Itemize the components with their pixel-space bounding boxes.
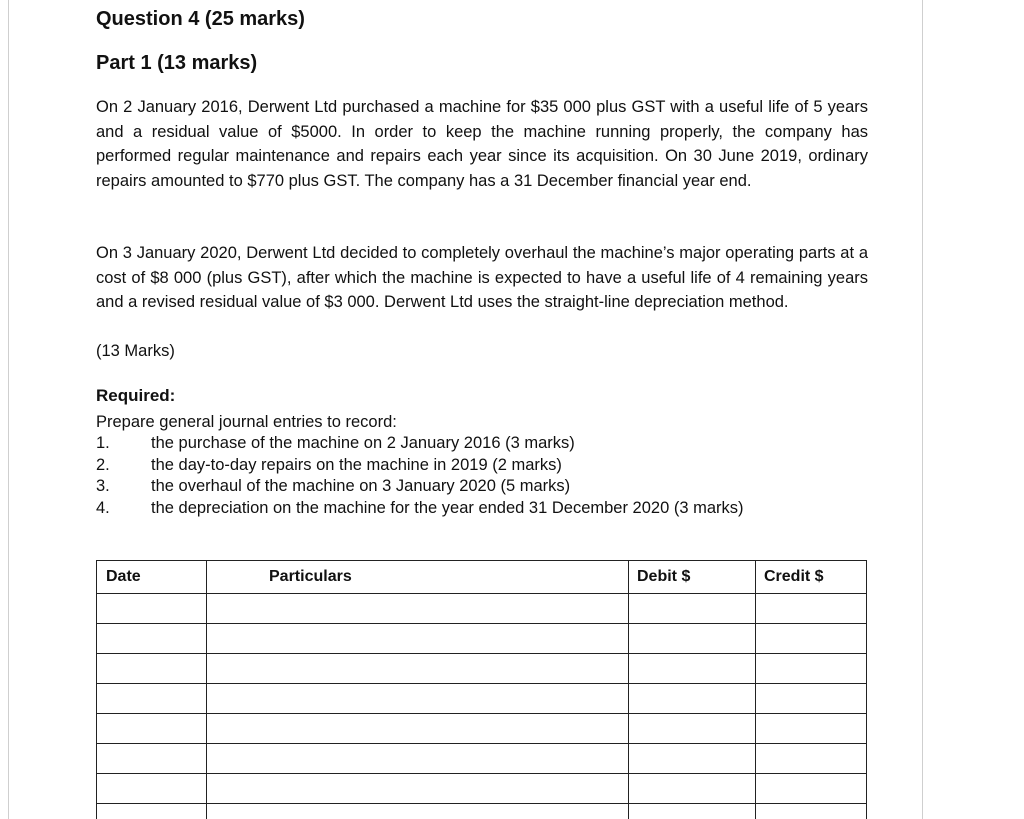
date-cell[interactable] [97, 624, 207, 654]
credit-cell[interactable] [756, 654, 867, 684]
required-item-text: the day-to-day repairs on the machine in 2019 (2 marks) [151, 455, 562, 474]
required-item-text: the depreciation on the machine for the year ended 31 December 2020 (3 marks) [151, 498, 744, 517]
table-row [97, 744, 867, 774]
table-row [97, 654, 867, 684]
table-row [97, 684, 867, 714]
required-item-text: the purchase of the machine on 2 January 2016 (3 marks) [151, 434, 575, 452]
credit-cell[interactable] [756, 624, 867, 654]
debit-cell[interactable] [629, 594, 756, 624]
date-cell[interactable] [97, 714, 207, 744]
debit-cell[interactable] [629, 714, 756, 744]
part-title: Part 1 (13 marks) [96, 52, 258, 74]
required-item-text: the overhaul of the machine on 3 January 2020 (5 marks) [151, 477, 571, 495]
debit-cell[interactable] [629, 654, 756, 684]
page-border-left [8, 0, 9, 819]
date-cell[interactable] [97, 744, 207, 774]
particulars-cell[interactable] [207, 714, 629, 744]
debit-cell[interactable] [629, 684, 756, 714]
date-cell[interactable] [97, 654, 207, 684]
credit-cell[interactable] [756, 594, 867, 624]
credit-cell[interactable] [756, 804, 867, 819]
table-row [97, 594, 867, 624]
table-row [97, 804, 867, 819]
particulars-cell[interactable] [207, 774, 629, 804]
date-cell[interactable] [97, 774, 207, 804]
date-cell[interactable] [97, 594, 207, 624]
header-particulars: Particulars [207, 561, 629, 594]
particulars-cell[interactable] [207, 594, 629, 624]
table-row [97, 714, 867, 744]
particulars-cell[interactable] [207, 654, 629, 684]
required-label: Required: [96, 386, 176, 405]
particulars-cell[interactable] [207, 744, 629, 774]
table-row [97, 774, 867, 804]
required-item-number: 4. [96, 498, 110, 517]
debit-cell[interactable] [629, 774, 756, 804]
required-item-number: 2. [96, 455, 110, 474]
required-item-number: 1. [96, 434, 110, 452]
scenario-paragraph-1: On 2 January 2016, Derwent Ltd purchased a machine for $35 000 plus GST with a useful life of 5 years and a residual value of $5000. In order to keep the machine running properly, the company has performed regular maintenance and repairs each year since its acquisition. On 30 June 2019, ordinary repairs amounted to $770 plus GST. The company has a 31 December financial year end. [96, 98, 868, 190]
debit-cell[interactable] [629, 624, 756, 654]
credit-cell[interactable] [756, 714, 867, 744]
required-item-number: 3. [96, 477, 110, 495]
journal-header-row [97, 561, 867, 594]
particulars-cell[interactable] [207, 804, 629, 819]
scenario-paragraph-2: On 3 January 2020, Derwent Ltd decided to completely overhaul the machine’s major operating parts at a cost of $8 000 (plus GST), after which the machine is expected to have a useful life of 4 remaining years and a revised residual value of $3 000. Derwent Ltd uses the straight-line depreciation method. [96, 244, 868, 311]
debit-cell[interactable] [629, 804, 756, 819]
header-credit: Credit $ [756, 561, 867, 594]
credit-cell[interactable] [756, 744, 867, 774]
required-intro: Prepare general journal entries to record: [96, 413, 397, 431]
journal-entry-table [96, 560, 867, 819]
date-cell[interactable] [97, 804, 207, 819]
debit-cell[interactable] [629, 744, 756, 774]
header-debit: Debit $ [629, 561, 756, 594]
date-cell[interactable] [97, 684, 207, 714]
question-title: Question 4 (25 marks) [96, 8, 305, 30]
credit-cell[interactable] [756, 684, 867, 714]
header-date: Date [97, 561, 207, 594]
particulars-cell[interactable] [207, 684, 629, 714]
particulars-cell[interactable] [207, 624, 629, 654]
page-border-right [922, 0, 923, 819]
marks-note: (13 Marks) [96, 342, 175, 360]
table-row [97, 624, 867, 654]
credit-cell[interactable] [756, 774, 867, 804]
